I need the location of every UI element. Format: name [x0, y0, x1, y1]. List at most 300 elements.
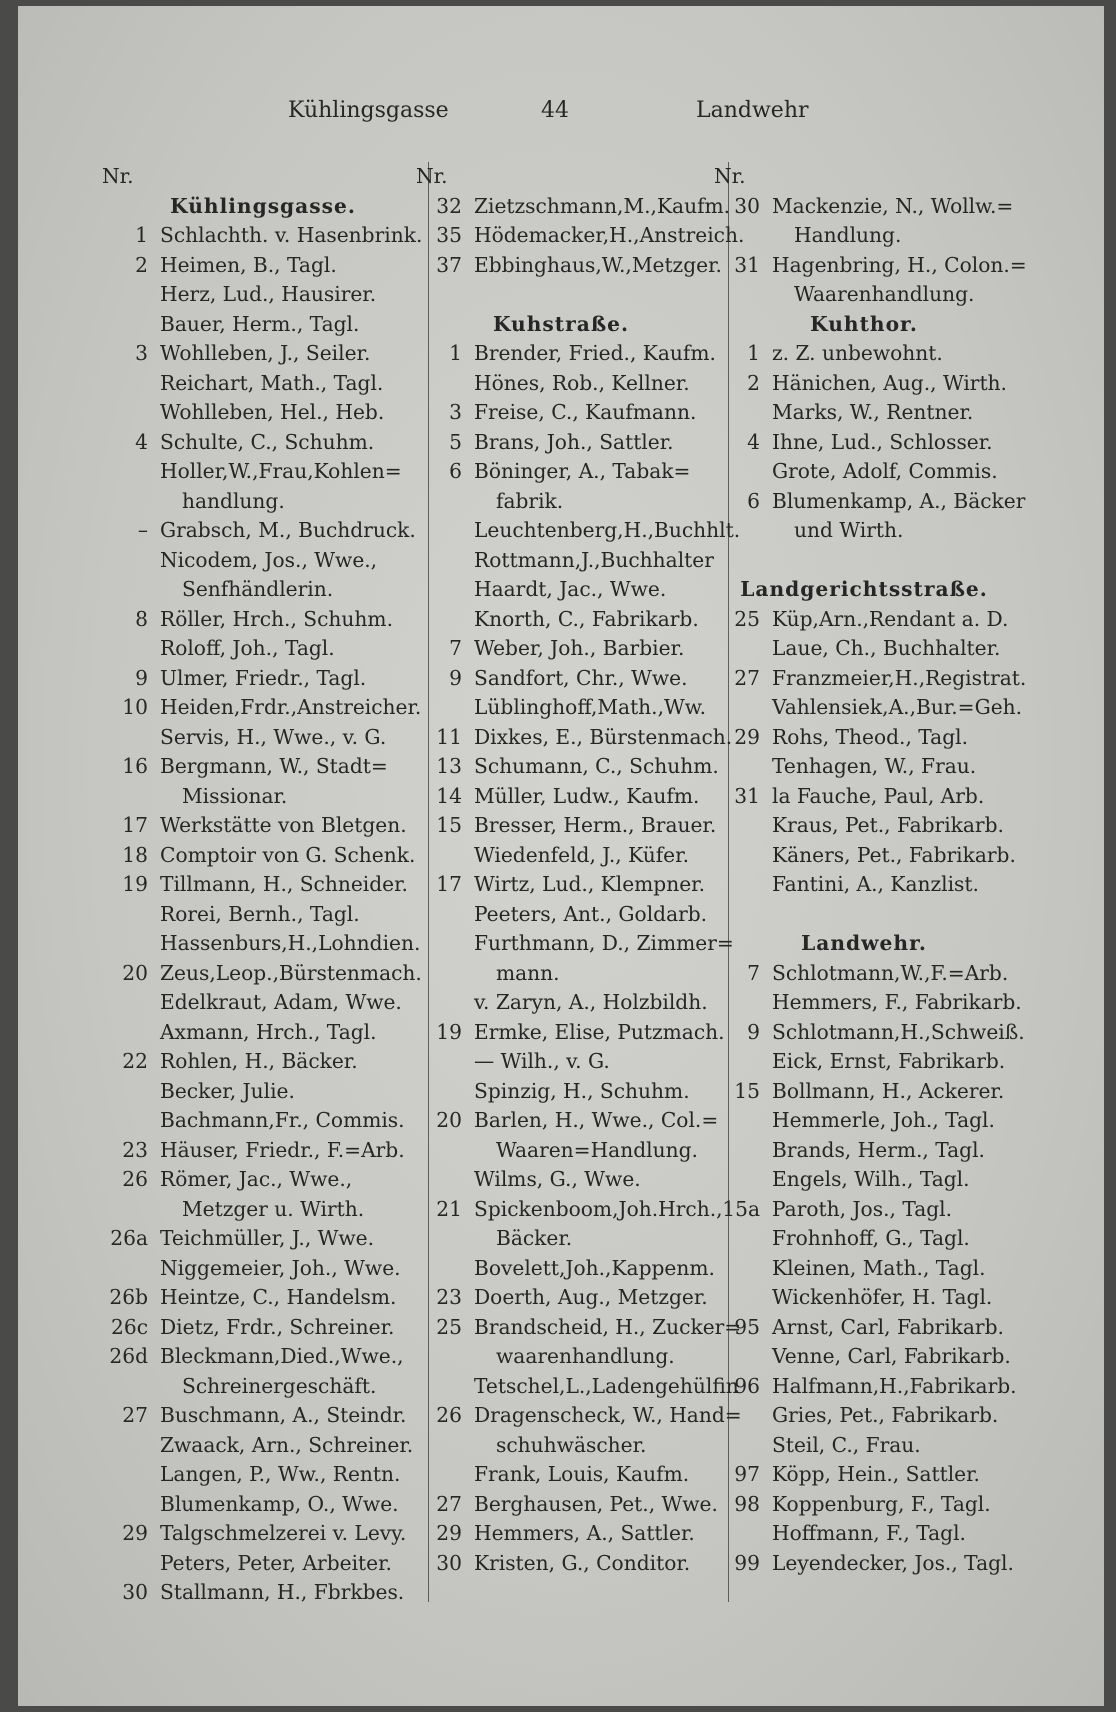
house-number: 29	[436, 1521, 462, 1545]
resident-text: Freise, C., Kaufmann.	[474, 400, 697, 424]
resident-text: Römer, Jac., Wwe.,	[160, 1167, 353, 1191]
resident-text: Werkstätte von Bletgen.	[160, 813, 407, 837]
directory-entry	[102, 457, 424, 487]
directory-entry	[416, 1018, 725, 1048]
house-number	[714, 811, 772, 841]
resident-text: Peters, Peter, Arbeiter.	[160, 1550, 392, 1575]
resident-text: Schlotmann,H.,Schweiß.	[772, 1019, 1025, 1044]
house-number	[416, 605, 474, 635]
resident-text: Frohnhoff, G., Tagl.	[772, 1226, 970, 1250]
directory-entry	[714, 369, 1014, 399]
house-number	[416, 1460, 474, 1490]
directory-entry	[714, 1283, 1014, 1313]
house-number	[714, 1165, 772, 1195]
house-number	[102, 782, 160, 812]
house-number	[102, 988, 160, 1018]
resident-text: Hemmers, F., Fabrikarb.	[772, 990, 1022, 1014]
resident-text: Teichmüller, J., Wwe.	[160, 1226, 375, 1250]
directory-entry	[102, 900, 424, 930]
directory-entry	[714, 723, 1014, 753]
directory-entry	[102, 841, 424, 871]
directory-entry	[102, 634, 424, 664]
directory-entry	[102, 1372, 424, 1402]
directory-entry	[102, 516, 424, 546]
directory-entry	[102, 1460, 424, 1490]
house-number	[416, 1372, 474, 1402]
house-number	[416, 1431, 474, 1461]
house-number	[714, 398, 772, 428]
resident-text: Hönes, Rob., Kellner.	[474, 370, 690, 395]
house-number	[102, 1549, 160, 1579]
directory-entry	[102, 1136, 424, 1166]
resident-text: Tillmann, H., Schneider.	[160, 872, 408, 896]
house-number	[714, 1224, 772, 1254]
house-number: 21	[436, 1196, 462, 1221]
directory-entry	[714, 1106, 1014, 1136]
house-number: 2	[135, 252, 148, 277]
house-number	[102, 575, 160, 605]
column-1	[102, 162, 424, 1608]
resident-text: Mackenzie, N., Wollw.=	[772, 193, 1014, 218]
directory-entry	[102, 1254, 424, 1284]
resident-text: Sandfort, Chr., Wwe.	[474, 665, 688, 690]
directory-entry	[416, 1195, 723, 1225]
directory-entry	[102, 1165, 424, 1195]
directory-entry	[416, 1401, 742, 1431]
directory-entry	[416, 605, 706, 635]
directory-entry	[714, 605, 1014, 635]
directory-entry	[714, 487, 1026, 517]
resident-text: Heintze, C., Handelsm.	[160, 1285, 397, 1309]
resident-text: Spickenboom,Joh.Hrch.,	[474, 1196, 723, 1221]
house-number	[714, 1401, 772, 1431]
house-number	[714, 634, 772, 664]
directory-entry	[714, 1077, 1014, 1107]
resident-text: Doerth, Aug., Metzger.	[474, 1285, 708, 1309]
spacer	[714, 900, 1014, 930]
resident-text: Eick, Ernst, Fabrikarb.	[772, 1049, 1006, 1073]
directory-entry	[714, 782, 1014, 812]
house-number	[102, 1018, 160, 1048]
house-number: –	[137, 518, 148, 542]
resident-text: Langen, P., Ww., Rentn.	[160, 1462, 401, 1486]
resident-text: Missionar.	[182, 783, 288, 808]
directory-entry	[102, 280, 424, 310]
house-number: 6	[449, 459, 462, 483]
house-number	[714, 1431, 772, 1461]
resident-text: Ulmer, Friedr., Tagl.	[160, 665, 367, 690]
directory-entry	[714, 1224, 1014, 1254]
resident-text: Handlung.	[794, 223, 902, 247]
resident-text: Koppenburg, F., Tagl.	[772, 1491, 991, 1516]
house-number	[416, 959, 474, 989]
directory-entry	[416, 870, 706, 900]
directory-entry	[102, 575, 424, 605]
directory-entry	[102, 428, 424, 458]
directory-entry	[416, 1490, 718, 1520]
house-number	[714, 516, 772, 546]
resident-text: Metzger u. Wirth.	[182, 1196, 365, 1221]
resident-text: Zietzschmann,M.,Kaufm.	[474, 193, 731, 218]
resident-text: z. Z. unbewohnt.	[772, 341, 943, 365]
resident-text: Bovelett,Joh.,Kappenm.	[474, 1255, 715, 1280]
house-number: 26a	[110, 1226, 148, 1250]
house-number: 26b	[109, 1285, 148, 1309]
resident-text: Hemmerle, Joh., Tagl.	[772, 1108, 995, 1132]
resident-text: Paroth, Jos., Tagl.	[772, 1196, 953, 1221]
directory-entry	[416, 841, 706, 871]
directory-entry	[714, 1313, 1014, 1343]
resident-text: Barlen, H., Wwe., Col.=	[474, 1108, 719, 1132]
house-number: 18	[122, 842, 148, 867]
directory-entry	[102, 1195, 424, 1225]
house-number: 11	[436, 724, 462, 749]
directory-entry	[102, 1490, 424, 1520]
directory-entry	[416, 1549, 706, 1579]
directory-entry	[714, 988, 1022, 1018]
house-number	[714, 841, 772, 871]
house-number	[102, 1106, 160, 1136]
resident-text: Wirtz, Lud., Klempner.	[474, 872, 706, 896]
resident-text: Häuser, Friedr., F.=Arb.	[160, 1137, 405, 1162]
resident-text: Axmann, Hrch., Tagl.	[160, 1019, 377, 1044]
resident-text: Waaren=Handlung.	[496, 1137, 698, 1162]
page-number: 44	[541, 98, 569, 123]
resident-text: handlung.	[182, 488, 285, 513]
house-number	[416, 516, 474, 546]
resident-text: Bleckmann,Died.,Wwe.,	[160, 1344, 404, 1368]
directory-entry	[416, 339, 716, 369]
directory-entry	[416, 1519, 706, 1549]
house-number: 3	[449, 400, 462, 424]
resident-text: Blumenkamp, A., Bäcker	[772, 488, 1026, 513]
house-number	[416, 900, 474, 930]
house-number	[714, 752, 772, 782]
house-number: 26	[122, 1167, 148, 1191]
resident-text: Kristen, G., Conditor.	[474, 1550, 691, 1575]
house-number	[416, 1077, 474, 1107]
house-number	[102, 723, 160, 753]
house-number	[102, 310, 160, 340]
spacer	[416, 280, 706, 310]
directory-entry	[714, 1549, 1014, 1579]
directory-entry	[102, 221, 424, 251]
directory-entry	[102, 988, 424, 1018]
directory-entry	[102, 929, 424, 959]
directory-entry	[416, 369, 706, 399]
house-number: 9	[747, 1019, 760, 1044]
house-number: 99	[734, 1550, 760, 1575]
house-number: 9	[449, 665, 462, 690]
nr-label: Nr.	[714, 164, 746, 188]
directory-entry	[714, 1254, 1014, 1284]
resident-text: Schulte, C., Schuhm.	[160, 429, 375, 454]
house-number: 17	[436, 872, 462, 896]
directory-entry	[102, 398, 424, 428]
directory-entry	[714, 457, 1014, 487]
resident-text: Haardt, Jac., Wwe.	[474, 577, 667, 601]
house-number	[714, 280, 772, 310]
directory-entry	[714, 959, 1014, 989]
house-number: 2	[747, 370, 760, 395]
directory-entry	[416, 251, 722, 281]
house-number: 15	[734, 1078, 760, 1103]
directory-entry	[416, 1431, 706, 1461]
resident-text: Holler,W.,Frau,Kohlen=	[160, 459, 402, 483]
resident-text: Knorth, C., Fabrikarb.	[474, 606, 699, 631]
directory-entry	[416, 192, 731, 222]
house-number: 26	[436, 1403, 462, 1427]
house-number	[714, 1136, 772, 1166]
street-heading-text: Kuhthor.	[810, 311, 918, 336]
directory-entry	[102, 1224, 424, 1254]
resident-text: Küp,Arn.,Rendant a. D.	[772, 606, 1009, 631]
house-number	[714, 1342, 772, 1372]
house-number: 4	[747, 429, 760, 454]
directory-entry	[714, 221, 1014, 251]
resident-text: Rorei, Bernh., Tagl.	[160, 901, 360, 926]
directory-entry	[416, 516, 741, 546]
directory-entry	[102, 1549, 424, 1579]
directory-entry	[714, 516, 1014, 546]
house-number	[416, 1165, 474, 1195]
resident-text: Heiden,Frdr.,Anstreicher.	[160, 695, 422, 719]
house-number	[416, 693, 474, 723]
resident-text: Steil, C., Frau.	[772, 1432, 921, 1457]
house-number	[714, 1254, 772, 1284]
house-number	[714, 900, 772, 930]
resident-text: Ermke, Elise, Putzmach.	[474, 1019, 725, 1044]
resident-text: Wilms, G., Wwe.	[474, 1167, 641, 1191]
directory-entry	[714, 1372, 1017, 1402]
resident-text: Rohlen, H., Bäcker.	[160, 1049, 358, 1073]
directory-entry	[714, 1490, 1014, 1520]
house-number	[416, 1224, 474, 1254]
directory-entry	[416, 1254, 715, 1284]
directory-entry	[714, 870, 1014, 900]
house-number: 35	[436, 223, 462, 247]
resident-text: Tenhagen, W., Frau.	[772, 754, 977, 778]
running-head-left: Kühlingsgasse	[288, 98, 449, 123]
resident-text: Dixkes, E., Bürstenmach.	[474, 724, 733, 749]
house-number	[102, 546, 160, 576]
resident-text: mann.	[496, 960, 560, 985]
house-number: 25	[436, 1314, 462, 1339]
directory-entry	[416, 398, 706, 428]
resident-text: Senfhändlerin.	[182, 577, 334, 601]
directory-entry	[102, 959, 424, 989]
directory-entry	[416, 457, 706, 487]
directory-entry	[102, 251, 424, 281]
house-number	[102, 369, 160, 399]
directory-entry	[714, 841, 1014, 871]
house-number	[102, 634, 160, 664]
resident-text: Rottmann,J.,Buchhalter	[474, 547, 714, 572]
house-number	[714, 1519, 772, 1549]
house-number	[714, 693, 772, 723]
house-number: 29	[734, 724, 760, 749]
resident-text: waarenhandlung.	[496, 1344, 675, 1368]
street-heading	[714, 929, 1014, 959]
directory-entry	[102, 369, 424, 399]
directory-entry	[102, 1342, 424, 1372]
resident-text: Servis, H., Wwe., v. G.	[160, 724, 387, 749]
house-number: 1	[747, 341, 760, 365]
resident-text: Käners, Pet., Fabrikarb.	[772, 842, 1016, 867]
directory-entry	[102, 1283, 424, 1313]
resident-text: Bergmann, W., Stadt=	[160, 754, 388, 778]
resident-text: Hagenbring, H., Colon.=	[772, 252, 1027, 277]
directory-entry	[102, 1077, 424, 1107]
directory-entry	[102, 1431, 424, 1461]
house-number	[102, 280, 160, 310]
house-number	[102, 929, 160, 959]
directory-entry	[102, 546, 424, 576]
house-number	[102, 900, 160, 930]
house-number: 23	[436, 1285, 462, 1309]
house-number: 32	[436, 193, 462, 218]
directory-entry	[416, 634, 706, 664]
directory-entry	[416, 1342, 706, 1372]
house-number	[714, 1047, 772, 1077]
house-number: 31	[734, 252, 760, 277]
street-heading	[416, 310, 706, 340]
house-number: 1	[135, 223, 148, 247]
directory-entry	[714, 1195, 1014, 1225]
resident-text: Nicodem, Jos., Wwe.,	[160, 547, 378, 572]
directory-entry	[416, 1313, 742, 1343]
directory-entry	[714, 1431, 1014, 1461]
resident-text: Hassenburs,H.,Lohndien.	[160, 931, 421, 955]
house-number	[416, 1342, 474, 1372]
resident-text: Buschmann, A., Steindr.	[160, 1403, 407, 1427]
street-heading	[102, 192, 424, 222]
directory-entry	[102, 339, 424, 369]
directory-entry	[102, 1018, 424, 1048]
directory-entry	[416, 1047, 706, 1077]
resident-text: Bauer, Herm., Tagl.	[160, 311, 360, 336]
house-number	[714, 457, 772, 487]
directory-entry	[714, 339, 1014, 369]
resident-text: Bachmann,Fr., Commis.	[160, 1108, 405, 1132]
directory-entry	[416, 811, 717, 841]
directory-entry	[102, 1106, 424, 1136]
resident-text: Heimen, B., Tagl.	[160, 252, 337, 277]
resident-text: Bollmann, H., Ackerer.	[772, 1078, 1005, 1103]
house-number: 4	[135, 429, 148, 454]
resident-text: Hemmers, A., Sattler.	[474, 1521, 695, 1545]
resident-text: Becker, Julie.	[160, 1078, 295, 1103]
house-number: 5	[449, 429, 462, 454]
resident-text: Rohs, Theod., Tagl.	[772, 724, 969, 749]
resident-text: Brandscheid, H., Zucker=	[474, 1314, 742, 1339]
house-number: 26c	[111, 1314, 148, 1339]
resident-text: Gries, Pet., Fabrikarb.	[772, 1403, 999, 1427]
house-number: 10	[122, 695, 148, 719]
nr-label: Nr.	[102, 164, 134, 188]
house-number: 98	[734, 1491, 760, 1516]
resident-text: Venne, Carl, Fabrikarb.	[772, 1344, 1011, 1368]
directory-entry	[714, 1519, 1014, 1549]
house-number: 29	[122, 1521, 148, 1545]
street-heading	[714, 575, 1014, 605]
directory-entry	[416, 1106, 719, 1136]
directory-entry	[714, 251, 1027, 281]
directory-entry	[102, 1401, 424, 1431]
resident-text: Reichart, Math., Tagl.	[160, 370, 384, 395]
house-number: 37	[436, 252, 462, 277]
resident-text: Furthmann, D., Zimmer=	[474, 931, 734, 955]
directory-entry	[714, 1401, 1014, 1431]
resident-text: Dragenscheck, W., Hand=	[474, 1403, 742, 1427]
directory-entry	[714, 428, 1014, 458]
resident-text: Schlachth. v. Hasenbrink.	[160, 223, 423, 247]
resident-text: Talgschmelzerei v. Levy.	[160, 1521, 407, 1545]
resident-text: Vahlensiek,A.,Bur.=Geh.	[772, 695, 1023, 719]
directory-entry	[416, 1165, 706, 1195]
house-number	[416, 1254, 474, 1284]
resident-text: Stallmann, H., Fbrkbes.	[160, 1580, 405, 1604]
house-number: 26d	[109, 1344, 148, 1368]
directory-entry	[416, 221, 745, 251]
directory-entry	[416, 428, 706, 458]
house-number	[102, 487, 160, 517]
house-number	[102, 1460, 160, 1490]
house-number: 6	[747, 488, 760, 513]
resident-text: Wohlleben, Hel., Heb.	[160, 400, 385, 424]
house-number: 3	[135, 341, 148, 365]
house-number: 27	[436, 1491, 462, 1516]
resident-text: Müller, Ludw., Kaufm.	[474, 783, 700, 808]
house-number: 96	[734, 1373, 760, 1398]
resident-text: Halfmann,H.,Fabrikarb.	[772, 1373, 1017, 1398]
house-number: 30	[122, 1580, 148, 1604]
street-heading-text: Landwehr.	[801, 931, 927, 955]
directory-entry	[102, 664, 424, 694]
house-number: 22	[122, 1049, 148, 1073]
house-number	[102, 1431, 160, 1461]
resident-text: Ihne, Lud., Schlosser.	[772, 429, 993, 454]
resident-text: Wiedenfeld, J., Küfer.	[474, 842, 689, 867]
house-number: 9	[135, 665, 148, 690]
resident-text: Peeters, Ant., Goldarb.	[474, 901, 708, 926]
house-number	[102, 398, 160, 428]
resident-text: schuhwäscher.	[496, 1432, 647, 1457]
house-number	[416, 1047, 474, 1077]
directory-entry	[416, 1077, 706, 1107]
resident-text: Comptoir von G. Schenk.	[160, 842, 416, 867]
house-number: 19	[436, 1019, 462, 1044]
directory-entry	[102, 605, 424, 635]
house-number	[416, 841, 474, 871]
street-heading-text: Landgerichtsstraße.	[740, 577, 988, 601]
directory-entry	[416, 900, 706, 930]
house-number	[102, 1372, 160, 1402]
directory-entry	[714, 664, 1027, 694]
street-heading-text: Kuhstraße.	[492, 311, 630, 336]
house-number	[714, 546, 772, 576]
resident-text: Frank, Louis, Kaufm.	[474, 1462, 690, 1486]
house-number	[416, 280, 474, 310]
house-number	[714, 1106, 772, 1136]
directory-entry	[714, 811, 1014, 841]
resident-text: Leyendecker, Jos., Tagl.	[772, 1550, 1014, 1575]
house-number: 20	[122, 960, 148, 985]
resident-text: Zwaack, Arn., Schreiner.	[160, 1432, 414, 1457]
directory-entry	[102, 487, 424, 517]
resident-text: Ebbinghaus,W.,Metzger.	[474, 252, 722, 277]
directory-entry	[416, 752, 719, 782]
